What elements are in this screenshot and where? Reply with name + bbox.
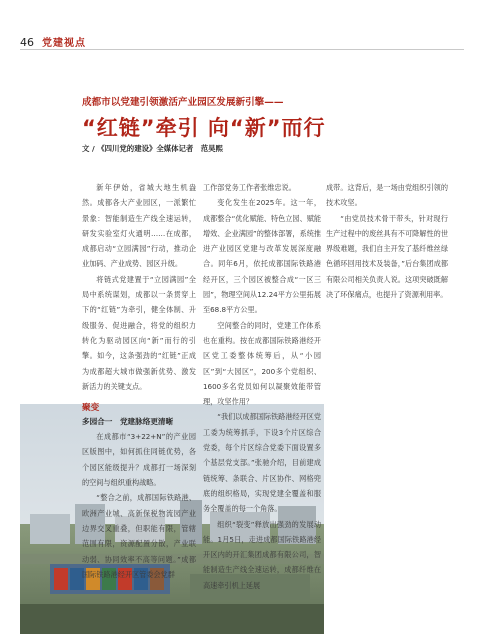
paragraph: “我们以成都国际铁路港经开区党工委为统筹抓手，下设3个片区综合党委，每个片区综合党委下面设置多个基层党支部。”张驰介绍，目前建成链统筹、条联合、片区协作、网格兜底的组织格局，实现党建全覆盖和服务全覆盖的每一个角落。 (203, 412, 321, 514)
paragraph: “整合之前，成都国际铁路港、欧洲产业城、高新保税物流园产业边界交叉重叠，但职能有限，管辖范围有限，资源配置分散，产业联动弱、协同效率不高等问题。”成都国际铁路港经开区管委会党群 (82, 493, 196, 579)
section-name: 党建视点 (42, 38, 86, 49)
text-column-2 (203, 180, 321, 593)
paragraph: 空间整合的同时，党建工作体系也在重构。按在成都国际铁路港经开区党工委整体统筹后，从“小园区”到“大园区”，200多个党组织、1600多名党员如何以凝聚效能带管理，攻坚作用？ (203, 320, 321, 407)
article-subtitle: 成都市以党建引领激活产业园区发展新引擎—— (82, 97, 284, 108)
paragraph: 工作部党务工作者张维忠说。 (203, 183, 296, 192)
paragraph: 成带。这背后，是一场由党组织引领的技术攻坚。 (326, 183, 448, 208)
article-title: “红链”牵引 向“新”而行 (82, 116, 326, 140)
paragraph: “由党员技术骨干带头，针对现行生产过程中的废丝具有不可降解性的世界级难题，我们自主开发了基纤维丝绿色循环回用技术及装备，”后台集团成都有限公司相关负责人说。这项突破既解决了环保痛点，也提升了资源利用率。 (326, 213, 448, 300)
section-subheading: 多园合一 党建脉络更清晰 (82, 417, 174, 427)
text-column-1 (82, 180, 196, 582)
paragraph: 新年伊始，省城大地生机盎然。成都各大产业园区，一派繁忙景象：智能制造生产线全速运转，研发实验室灯火通明……在成都，成都启动“立园满园”行动，推动企业加码、产业成势、园区升级。 (82, 183, 196, 269)
paragraph: 组织“裂变”释放出强劲的发展动能。1月5日，走进成都国际铁路港经开区内的开汇集团成都有限公司，智能制造生产线全速运转，成都纤维在高速牵引机上延展 (203, 519, 321, 590)
page-header (20, 34, 86, 49)
section-heading: 聚变 (82, 403, 100, 414)
paragraph: 在成都市“3+22+N”的产业园区版图中，如何抓住同链优势，各个园区能级提升？成都打一场深刻的空间与组织重构战略。 (82, 432, 196, 488)
header-divider (20, 49, 464, 50)
paragraph: 将链式党建置于“立园满园”全局中系统谋划，成都以一条贯穿上下的“红链”为牵引，健全体制、升级服务、促进融合，将党的组织力转化为驱动园区向“新”而行的引擎。如今，这条强劲的“红链”正成为成都超大城市做强新优势、激发新活力的关键支点。 (82, 274, 196, 391)
article-byline: 文 / 《四川党的建设》全媒体记者 范昊熙 (82, 144, 223, 153)
page-number: 46 (20, 36, 34, 49)
text-column-3 (326, 180, 448, 302)
paragraph: 变化发生在2025年。这一年，成都整合“优化赋能、特色立园、赋能增效、企业满园”的整体部署，系统推进产业园区党建与改革发展深度融合。同年6月，依托成都国际铁路港经开区，三个园区被整合成“一区三园”，物理空间从12.24平方公里拓展至68.8平方公里。 (203, 198, 321, 315)
